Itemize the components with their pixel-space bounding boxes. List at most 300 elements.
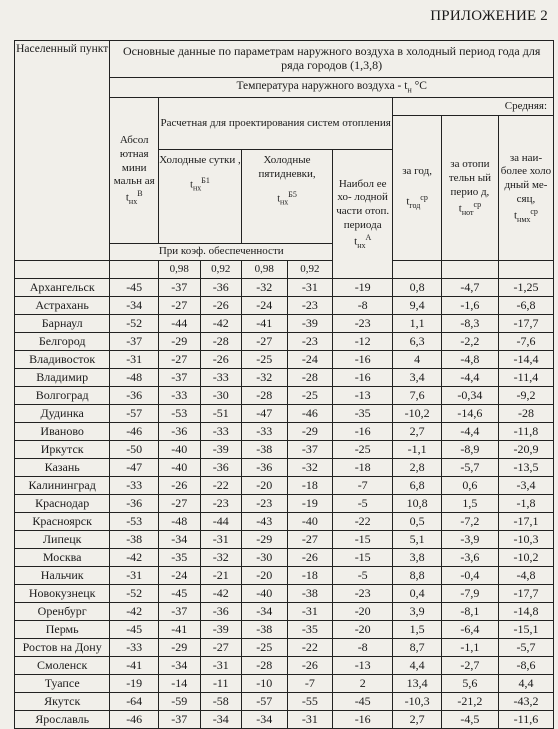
cell-coldest-part: -16 [333,423,393,441]
cell-coldest-month-avg: -17,1 [498,513,553,531]
cell-cold-day-098: -24 [159,567,200,585]
cell-coldest-month-avg: -6,8 [498,297,553,315]
cell-cold-5day-092: -23 [287,333,333,351]
cell-cold-5day-092: -39 [287,315,333,333]
cell-coldest-month-avg: -5,7 [498,639,553,657]
cold-five-day-label: Холодные пятидневки, [258,154,316,180]
header-coldest-month-average [498,116,553,261]
cell-cold-day-092: -21 [200,567,241,585]
cell-cold-5day-098: -10 [241,675,287,693]
cell-cold-day-098: -37 [159,603,200,621]
cell-coldest-month-avg: -7,6 [498,333,553,351]
cell-cold-day-092: -39 [200,621,241,639]
cold-five-day-symbol-group [242,190,332,207]
cell-cold-day-092: -44 [200,513,241,531]
cell-city: Ярославль [15,711,110,729]
cell-coldest-month-avg: -1,8 [498,495,553,513]
cell-cold-5day-098: -20 [241,567,287,585]
table-row [15,531,554,549]
coef-value-3: 0,98 [241,261,287,279]
cell-cold-5day-092: -19 [287,495,333,513]
cell-city: Архангельск [15,279,110,297]
table-row [15,495,554,513]
cell-year-avg: -10,2 [393,405,442,423]
cell-heating-avg: 0,6 [441,477,498,495]
cell-abs-min: -31 [110,567,159,585]
coldest-month-sup: ср [530,206,538,216]
table-row [15,387,554,405]
cell-cold-5day-098: -27 [241,333,287,351]
cell-cold-5day-098: -32 [241,369,287,387]
cell-heating-avg: -8,1 [441,603,498,621]
cell-heating-avg: 1,5 [441,495,498,513]
header-heating-average [441,116,498,261]
cell-abs-min: -38 [110,531,159,549]
cell-heating-avg: -4,7 [441,279,498,297]
cell-cold-5day-098: -38 [241,441,287,459]
cell-cold-5day-098: -24 [241,297,287,315]
cell-year-avg: 10,8 [393,495,442,513]
header-coefficient: При коэф. обеспеченности [110,244,333,261]
cell-cold-5day-092: -38 [287,585,333,603]
header-absolute-minimum [110,98,159,244]
cell-coldest-part: -23 [333,585,393,603]
cell-cold-5day-092: -27 [287,531,333,549]
cell-abs-min: -50 [110,441,159,459]
header-average: Средняя: [393,98,554,116]
cell-cold-5day-098: -33 [241,423,287,441]
cell-year-avg: 3,4 [393,369,442,387]
cell-cold-day-098: -27 [159,351,200,369]
cell-heating-avg: -7,9 [441,585,498,603]
cell-coldest-part: -8 [333,639,393,657]
cell-cold-day-092: -31 [200,531,241,549]
cell-coldest-part: -16 [333,711,393,729]
cell-abs-min: -36 [110,495,159,513]
cell-coldest-month-avg: -13,5 [498,459,553,477]
cell-abs-min: -46 [110,423,159,441]
cell-cold-day-092: -23 [200,495,241,513]
cell-cold-day-092: -58 [200,693,241,711]
cell-coldest-part: -12 [333,333,393,351]
cell-coldest-part: -13 [333,387,393,405]
cell-year-avg: 1,5 [393,621,442,639]
cell-coldest-part: -15 [333,531,393,549]
climate-data-table [14,40,554,729]
cell-coldest-month-avg: -14,4 [498,351,553,369]
cell-year-avg: 8,8 [393,567,442,585]
cell-heating-avg: -5,7 [441,459,498,477]
cell-abs-min: -41 [110,657,159,675]
cell-year-avg: 6,8 [393,477,442,495]
cell-cold-day-098: -59 [159,693,200,711]
cell-city: Липецк [15,531,110,549]
cell-coldest-month-avg: -4,8 [498,567,553,585]
cell-city: Москва [15,549,110,567]
table-row [15,369,554,387]
cell-cold-day-098: -29 [159,333,200,351]
cell-cold-5day-098: -25 [241,639,287,657]
table-row [15,405,554,423]
table-row [15,333,554,351]
cell-abs-min: -34 [110,297,159,315]
cell-year-avg: 2,7 [393,423,442,441]
cell-cold-day-092: -36 [200,459,241,477]
cell-cold-5day-092: -18 [287,567,333,585]
cell-cold-5day-092: -31 [287,279,333,297]
cell-coldest-month-avg: -17,7 [498,585,553,603]
table-row [15,441,554,459]
cold-five-day-symbol: t [277,192,280,204]
cell-cold-5day-092: -55 [287,693,333,711]
temperature-title-sub: н [407,85,412,95]
cell-cold-5day-092: -7 [287,675,333,693]
cell-cold-5day-098: -43 [241,513,287,531]
cold-five-day-sup: Б5 [288,189,297,199]
cell-cold-day-092: -28 [200,333,241,351]
cell-city: Нальчик [15,567,110,585]
cell-cold-day-098: -41 [159,621,200,639]
cold-day-label: Холодные сутки , [159,154,241,166]
cell-city: Волгоград [15,387,110,405]
cell-coldest-part: -5 [333,567,393,585]
climate-data-table-container [14,40,554,729]
cell-coldest-part: -20 [333,621,393,639]
cell-cold-5day-098: -20 [241,477,287,495]
cell-coldest-part: -7 [333,477,393,495]
cell-cold-day-092: -34 [200,711,241,729]
cold-day-symbol: t [190,179,193,191]
year-average-sup: ср [420,192,428,202]
table-row [15,315,554,333]
cell-cold-5day-098: -40 [241,585,287,603]
cell-city: Иркутск [15,441,110,459]
cell-abs-min: -19 [110,675,159,693]
cell-year-avg: -10,3 [393,693,442,711]
cell-coldest-part: -15 [333,549,393,567]
coldest-part-label: Наибол ее хо- лодной части отоп. периода [336,177,390,231]
cell-city: Владимир [15,369,110,387]
cell-cold-day-092: -31 [200,657,241,675]
cell-heating-avg: -4,5 [441,711,498,729]
table-row [15,567,554,585]
header-cold-five-day [241,150,332,244]
cell-abs-min: -53 [110,513,159,531]
table-row [15,657,554,675]
table-row [15,477,554,495]
cell-abs-min: -46 [110,711,159,729]
cell-cold-5day-092: -18 [287,477,333,495]
cell-coldest-month-avg: -9,2 [498,387,553,405]
cell-cold-day-098: -37 [159,279,200,297]
year-average-sub: год [409,200,421,210]
cell-coldest-part: -8 [333,297,393,315]
appendix-title: ПРИЛОЖЕНИЕ 2 [430,8,548,24]
cell-abs-min: -42 [110,603,159,621]
cell-cold-day-092: -39 [200,441,241,459]
cell-coldest-part: 2 [333,675,393,693]
cell-year-avg: 5,1 [393,531,442,549]
cell-city: Краснодар [15,495,110,513]
cell-cold-day-092: -11 [200,675,241,693]
cell-coldest-month-avg: -11,4 [498,369,553,387]
cell-city: Красноярск [15,513,110,531]
temperature-title-text: Температура наружного воздуха - t [236,80,408,93]
cell-cold-5day-092: -24 [287,351,333,369]
absolute-minimum-sup: В [137,189,143,199]
cell-abs-min: -45 [110,279,159,297]
cell-heating-avg: -3,9 [441,531,498,549]
cell-coldest-part: -35 [333,405,393,423]
cell-coldest-month-avg: 4,4 [498,675,553,693]
cold-day-sup: Б1 [201,175,210,185]
cell-city: Туапсе [15,675,110,693]
table-row [15,279,554,297]
cell-abs-min: -31 [110,351,159,369]
cell-cold-day-092: -30 [200,387,241,405]
cell-cold-day-098: -27 [159,495,200,513]
cell-cold-day-098: -45 [159,585,200,603]
header-avg-spacer-2 [441,261,498,279]
cell-cold-5day-098: -41 [241,315,287,333]
cell-cold-day-092: -33 [200,423,241,441]
cell-cold-day-092: -42 [200,315,241,333]
cell-year-avg: 2,7 [393,711,442,729]
cell-coldest-part: -16 [333,351,393,369]
cell-city: Владивосток [15,351,110,369]
coef-value-2: 0,92 [200,261,241,279]
cell-coldest-month-avg: -17,7 [498,315,553,333]
cell-year-avg: 0,5 [393,513,442,531]
cell-cold-5day-092: -25 [287,387,333,405]
cell-cold-5day-092: -37 [287,441,333,459]
cell-cold-5day-092: -29 [287,423,333,441]
cell-year-avg: 13,4 [393,675,442,693]
cell-year-avg: 8,7 [393,639,442,657]
table-row [15,585,554,603]
cell-cold-5day-098: -32 [241,279,287,297]
cell-heating-avg: -8,9 [441,441,498,459]
cell-year-avg: 3,8 [393,549,442,567]
table-row [15,621,554,639]
cell-city: Иваново [15,423,110,441]
cell-city: Белгород [15,333,110,351]
cell-abs-min: -33 [110,477,159,495]
cell-cold-day-098: -33 [159,387,200,405]
header-main-title: Основные данные по параметрам наружного воздуха в холодный период года для ряда городов (1,3,8) [110,41,554,78]
cell-abs-min: -37 [110,333,159,351]
cell-cold-5day-092: -28 [287,369,333,387]
cell-cold-day-098: -35 [159,549,200,567]
cell-cold-5day-092: -26 [287,657,333,675]
cell-cold-day-092: -27 [200,639,241,657]
cell-coldest-part: -5 [333,495,393,513]
cell-coldest-part: -20 [333,603,393,621]
cell-cold-5day-098: -23 [241,495,287,513]
table-body [15,279,554,729]
cell-city: Якутск [15,693,110,711]
cell-cold-5day-098: -34 [241,603,287,621]
year-average-symbol: t [406,195,410,208]
cell-cold-day-098: -40 [159,441,200,459]
cell-city: Калининград [15,477,110,495]
cell-cold-5day-092: -40 [287,513,333,531]
cell-city: Дудинка [15,405,110,423]
coldest-part-sup: А [365,232,372,242]
cell-cold-day-098: -27 [159,297,200,315]
heating-average-label: за отопи тельн ый перио д, [448,158,491,198]
cell-abs-min: -57 [110,405,159,423]
cell-cold-5day-092: -32 [287,459,333,477]
cell-cold-day-098: -44 [159,315,200,333]
cell-cold-5day-098: -30 [241,549,287,567]
cell-heating-avg: -3,6 [441,549,498,567]
header-cold-day [159,150,242,244]
cell-abs-min: -42 [110,549,159,567]
cell-coldest-part: -25 [333,441,393,459]
cell-cold-day-098: -40 [159,459,200,477]
cell-heating-avg: -6,4 [441,621,498,639]
cell-coldest-month-avg: -28 [498,405,553,423]
cell-cold-day-092: -51 [200,405,241,423]
cell-coldest-month-avg: -3,4 [498,477,553,495]
cell-city: Пермь [15,621,110,639]
cold-day-symbol-group [159,176,241,193]
coldest-month-label: за наи- более холо дный ме- сяц, [500,151,552,205]
cell-year-avg: 6,3 [393,333,442,351]
table-row [15,711,554,729]
cell-heating-avg: -1,6 [441,297,498,315]
heating-average-symbol: t [458,202,462,215]
cell-cold-day-098: -53 [159,405,200,423]
cell-coldest-month-avg: -10,2 [498,549,553,567]
cell-cold-day-092: -22 [200,477,241,495]
cell-city: Новокузнецк [15,585,110,603]
cell-city: Астрахань [15,297,110,315]
cell-cold-5day-098: -57 [241,693,287,711]
cell-cold-day-098: -48 [159,513,200,531]
cell-cold-day-098: -37 [159,369,200,387]
cell-cold-day-092: -36 [200,279,241,297]
table-row [15,549,554,567]
header-city-spacer [15,261,110,279]
cell-coldest-part: -18 [333,459,393,477]
cell-year-avg: 0,8 [393,279,442,297]
cell-cold-day-098: -26 [159,477,200,495]
cell-abs-min: -64 [110,693,159,711]
cell-heating-avg: -0,34 [441,387,498,405]
cell-year-avg: 2,8 [393,459,442,477]
cell-coldest-part: -19 [333,279,393,297]
cell-cold-day-098: -34 [159,657,200,675]
header-coldest-part [333,150,393,279]
cell-heating-avg: 5,6 [441,675,498,693]
cell-heating-avg: -2,7 [441,657,498,675]
cell-cold-day-092: -42 [200,585,241,603]
cell-city: Смоленск [15,657,110,675]
cold-day-sub: нх [192,183,202,193]
cell-heating-avg: -2,2 [441,333,498,351]
cell-cold-5day-098: -28 [241,657,287,675]
table-row [15,675,554,693]
cell-year-avg: -1,1 [393,441,442,459]
header-design-heating: Расчетная для проектирования систем отопления [159,98,393,150]
cell-abs-min: -47 [110,459,159,477]
cell-coldest-month-avg: -10,3 [498,531,553,549]
table-row [15,297,554,315]
coef-value-4: 0,92 [287,261,333,279]
cell-city: Казань [15,459,110,477]
cell-cold-5day-092: -26 [287,549,333,567]
cell-cold-day-098: -14 [159,675,200,693]
cell-heating-avg: -4,4 [441,369,498,387]
cell-cold-day-092: -36 [200,603,241,621]
cell-abs-min: -36 [110,387,159,405]
header-year-average [393,116,442,261]
cell-coldest-part: -45 [333,693,393,711]
coldest-part-sub: нх [357,240,366,250]
cold-five-day-sub: нх [280,196,289,206]
header-city-column: Населенный пункт [15,41,110,261]
heating-average-sup: ср [473,199,482,209]
coldest-month-symbol: t [513,209,518,222]
cell-coldest-part: -16 [333,369,393,387]
cell-cold-day-098: -37 [159,711,200,729]
coldest-month-sub: нмх [517,214,531,224]
cell-cold-5day-092: -35 [287,621,333,639]
cell-year-avg: 0,4 [393,585,442,603]
cell-heating-avg: -14,6 [441,405,498,423]
cell-cold-day-092: -32 [200,549,241,567]
cell-cold-5day-098: -47 [241,405,287,423]
cell-cold-day-098: -34 [159,531,200,549]
cell-coldest-month-avg: -11,6 [498,711,553,729]
cell-cold-5day-098: -25 [241,351,287,369]
cell-cold-day-092: -33 [200,369,241,387]
cell-cold-5day-098: -36 [241,459,287,477]
cell-cold-5day-098: -28 [241,387,287,405]
cell-heating-avg: -1,1 [441,639,498,657]
cell-coldest-month-avg: -43,2 [498,693,553,711]
cell-coldest-part: -23 [333,315,393,333]
cell-heating-avg: -8,3 [441,315,498,333]
table-row [15,603,554,621]
cell-cold-day-092: -26 [200,351,241,369]
heating-average-sub: нот [461,207,474,217]
cell-cold-day-098: -36 [159,423,200,441]
header-avg-spacer-1 [393,261,442,279]
year-average-label: за год, [402,165,432,178]
cell-year-avg: 7,6 [393,387,442,405]
cell-abs-min: -52 [110,315,159,333]
cell-city: Оренбург [15,603,110,621]
cell-cold-5day-092: -22 [287,639,333,657]
absolute-minimum-label: Абсол ютная мини мальн ая [113,134,155,188]
header-abs-spacer [110,261,159,279]
cell-coldest-month-avg: -8,6 [498,657,553,675]
cell-cold-5day-092: -23 [287,297,333,315]
cell-city: Барнаул [15,315,110,333]
table-row [15,639,554,657]
cell-heating-avg: -7,2 [441,513,498,531]
cell-cold-5day-092: -31 [287,711,333,729]
cell-cold-5day-098: -38 [241,621,287,639]
cell-cold-day-098: -29 [159,639,200,657]
cell-cold-5day-098: -29 [241,531,287,549]
cell-year-avg: 3,9 [393,603,442,621]
cell-abs-min: -45 [110,621,159,639]
table-row [15,423,554,441]
